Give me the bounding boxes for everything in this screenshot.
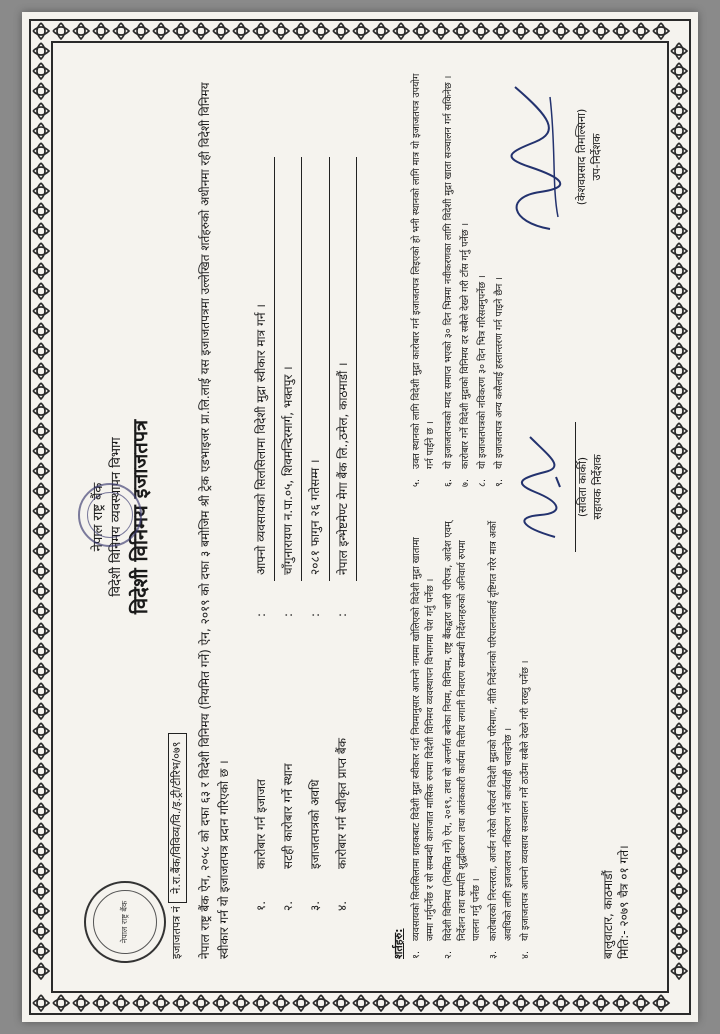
term-number: २. [442,951,454,959]
knot-ornament [671,63,687,79]
knot-ornament [133,995,149,1011]
knot-ornament [33,143,49,159]
permit-no-value: ने.रा.बैंक/विविव्य/वि./इ.ट्री/टीरिभ/०७९ [168,733,187,903]
term-item [410,519,439,959]
knot-ornament [33,103,49,119]
signatory-deputy-director [500,72,605,242]
knot-ornament [153,995,169,1011]
knot-ornament [213,23,229,39]
knot-ornament [671,143,687,159]
knot-ornament [613,995,629,1011]
knot-ornament [671,103,687,119]
knot-ornament [233,23,249,39]
knot-ornament [33,703,49,719]
terms-right-list [410,72,511,487]
term-item [442,519,485,959]
term-item [476,72,490,487]
knot-ornament [671,303,687,319]
knot-ornament [671,283,687,299]
knot-ornament [33,463,49,479]
knot-ornament [33,603,49,619]
knot-ornament [93,23,109,39]
knot-ornament [353,995,369,1011]
knot-ornament [671,583,687,599]
term-item [487,519,516,959]
knot-ornament [671,603,687,619]
term-number: ६. [442,479,454,487]
knot-ornament [33,543,49,559]
info-num: ४. [335,900,350,911]
knot-ornament [33,23,49,39]
knot-ornament [33,183,49,199]
knot-ornament [33,203,49,219]
knot-ornament [33,243,49,259]
knot-ornament [373,995,389,1011]
permit-info-table [248,157,357,917]
knot-ornament [671,703,687,719]
knot-ornament [253,23,269,39]
term-item [410,72,439,487]
knot-ornament [671,263,687,279]
knot-ornament [33,823,49,839]
term-text: व्यवसायको सिलसिलामा ग्राहकबाट विदेशी मुद्रा स्वीकार गर्दा नियमानुसार आफ्नो नाममा खोलिएको विदेशी मुद्रा खातामा जम्मा गर्नुपर्नेछ र सो सम्बन्धी कागजात मासिक रुपमा विदेशी विनिमय व्यवस्थापन विभागमा पेश गर्नु पर्नेछ । [411,537,437,941]
term-text: कारोबारको निरन्तरता, आर्जन गरेको परिवर्त्य विदेशी मुद्राको परिमाण, नीति निर्देशनको परिपालनालाई दृष्टिगत गरेर मात्र अर्को अवधिको लागि इजाजतपत्र नविकरण गर्ने कार्यवाही चलाइनेछ । [488,521,514,941]
info-colon: : [254,612,268,617]
knot-ornament [671,323,687,339]
knot-ornament [293,995,309,1011]
knot-ornament [473,23,489,39]
knot-ornament [33,163,49,179]
knot-ornament [671,163,687,179]
certificate-sheet [22,12,698,1022]
signatory-2-name: (केशवप्रसाद तिमल्सिना) [574,108,588,206]
knot-ornament [273,23,289,39]
knot-ornament [593,995,609,1011]
knot-ornament [633,23,649,39]
knot-ornament [671,383,687,399]
knot-ornament [33,303,49,319]
knot-ornament [671,683,687,699]
knot-ornament [33,443,49,459]
knot-ornament [671,363,687,379]
knot-ornament [493,23,509,39]
term-text: यो इजाजतपत्रको म्याद समाप्त भएको ३० दिन भित्रमा नवीकरणका लागि विदेशी मुद्रा खाता सञ्चालन गर्न सकिनेछ । [442,75,454,469]
knot-ornament [671,923,687,939]
info-num: १. [254,900,268,911]
knot-ornament [33,503,49,519]
knot-ornament [671,443,687,459]
knot-ornament [671,83,687,99]
knot-ornament [533,23,549,39]
page-title: विदेशी विनिमय इजाजतपत्र [128,419,153,615]
knot-ornament [373,23,389,39]
knot-ornament [93,995,109,1011]
info-value: नेपाल इन्भेष्टमेण्ट मेगा बैंक लि.,ठमेल, काठमाडौं । [329,157,356,581]
knot-ornament [33,883,49,899]
certificate-header [90,387,154,647]
info-num: २. [280,900,295,911]
knot-ornament [333,23,349,39]
knot-ornament [553,995,569,1011]
knot-ornament [33,343,49,359]
knot-ornament [671,43,687,59]
knot-ornament [73,995,89,1011]
permit-number [168,733,187,959]
term-number: ५. [411,479,422,487]
knot-ornament [671,563,687,579]
knot-ornament [553,23,569,39]
knot-ornament [33,263,49,279]
knot-ornament [113,23,129,39]
knot-ornament [671,803,687,819]
knot-ornament [613,23,629,39]
term-item [442,72,456,487]
term-item [519,519,533,959]
knot-ornament [671,863,687,879]
knot-ornament [33,863,49,879]
knot-ornament [273,995,289,1011]
term-number: १. [411,951,422,959]
certificate-content [70,57,650,977]
knot-ornament [33,923,49,939]
signatory-1-title: सहायक निर्देशक [590,454,604,520]
knot-ornament [53,995,69,1011]
knot-ornament [33,663,49,679]
knot-ornament [671,243,687,259]
knot-ornament [333,995,349,1011]
knot-ornament [33,963,49,979]
knot-ornament [671,643,687,659]
term-text: यो इजाजतपत्र आफ्नो व्यवसाय सञ्चालन गर्ने ठाउँमा सबैले देख्ने गरी राख्नु पर्नेछ । [519,660,531,941]
info-colon: : [280,612,295,617]
term-item [459,72,473,487]
knot-ornament [33,843,49,859]
term-number: ४. [519,951,531,959]
knot-ornament [473,995,489,1011]
term-number: ८. [477,479,488,487]
knot-ornament [33,723,49,739]
knot-ornament [653,23,669,39]
knot-ornament [573,23,589,39]
header-line1: नेपाल राष्ट्र बैंक [91,482,106,552]
signature-1-icon [510,427,570,547]
knot-ornament [653,995,669,1011]
knot-ornament [433,995,449,1011]
knot-ornament [313,23,329,39]
knot-ornament [671,883,687,899]
knot-ornament [233,995,249,1011]
term-text: उक्त स्थानको लागि विदेशी मुद्रा कारोबार गर्न इजाजतपत्र लिइएको हो भनी स्थानको लागि मात्र यो इजाजतपत्र उपयोग गर्न पाईने छ । [411,73,437,469]
knot-ornament [173,23,189,39]
round-stamp-icon [78,483,142,547]
info-label: कारोबार गर्न इजाजत [254,779,268,869]
knot-ornament [671,523,687,539]
knot-ornament [671,963,687,979]
knot-ornament [33,363,49,379]
knot-ornament [393,995,409,1011]
info-num: ३. [307,900,322,911]
knot-ornament [633,995,649,1011]
knot-ornament [671,203,687,219]
term-text: विदेशी विनिमय (नियमित गर्ने) ऐन, २०१९, तथा सो अन्तर्गत बनेका नियम, विनियम, राष्ट्र बैंकद्वारा जारी परिपत्र, आदेश एवम् निर्देशन तथा सम्पत्ति शुद्धीकरण तथा आतंककारी कार्यमा वित्तीय लगानी निवारण सम्बन्धी निर्देशनहरुको अनिवार्य रुपमा पालना गर्नु पर्नेछ । [442,521,482,941]
knot-ornament [671,403,687,419]
knot-ornament [671,723,687,739]
term-text: यो इजाजतपत्र अन्य कसैलाई हस्तान्तरण गर्न पाइने छैन । [494,277,506,469]
knot-ornament [33,623,49,639]
knot-ornament [671,343,687,359]
knot-ornament [33,683,49,699]
knot-ornament [293,23,309,39]
knot-ornament [33,423,49,439]
knot-ornament [671,763,687,779]
term-number: ७. [459,479,471,487]
header-line2: विदेशी विनिमय व्यवस्थापन विभाग [108,437,124,597]
info-value: आफ्नो व्यवसायको सिलसिलामा विदेशी मुद्रा स्वीकार मात्र गर्न । [248,157,275,581]
knot-ornament [593,23,609,39]
knot-ornament [33,643,49,659]
knot-ornament [33,83,49,99]
knot-ornament [33,743,49,759]
knot-ornament [453,23,469,39]
issue-place: बालुवाटार, काठमाडौं [601,870,615,959]
info-label: कारोबार गर्न स्वीकृत प्राप्त बैंक [335,738,350,869]
knot-ornament [413,23,429,39]
term-number: ३. [488,951,500,959]
knot-ornament [33,943,49,959]
knot-ornament [671,223,687,239]
knot-ornament [53,23,69,39]
knot-ornament [671,743,687,759]
knot-ornament [453,995,469,1011]
knot-ornament [33,563,49,579]
info-colon: : [335,612,350,617]
knot-ornament [671,463,687,479]
knot-ornament [33,583,49,599]
issue-place-date [600,845,632,959]
knot-ornament [671,843,687,859]
info-row [275,157,302,917]
knot-ornament [33,483,49,499]
knot-ornament [193,995,209,1011]
knot-ornament [33,123,49,139]
knot-ornament [671,423,687,439]
info-label: सटही कारोबार गर्ने स्थान [280,763,295,869]
knot-ornament [33,903,49,919]
knot-ornament [33,223,49,239]
knot-ornament [353,23,369,39]
knot-ornament [671,823,687,839]
signature-2-icon [500,77,570,237]
knot-ornament [493,995,509,1011]
knot-ornament [33,783,49,799]
knot-ornament [393,23,409,39]
knot-ornament [671,903,687,919]
knot-ornament [193,23,209,39]
knot-ornament [33,63,49,79]
info-row [302,157,329,917]
knot-ornament [33,803,49,819]
knot-ornament [33,763,49,779]
knot-ornament [173,995,189,1011]
knot-ornament [133,23,149,39]
knot-ornament [671,123,687,139]
knot-ornament [153,23,169,39]
info-label: इजाजतपत्रको अवधि [307,779,322,869]
signatory-assistant-director [510,417,606,557]
knot-ornament [33,43,49,59]
knot-ornament [671,503,687,519]
knot-ornament [213,995,229,1011]
knot-ornament [533,995,549,1011]
knot-ornament [33,323,49,339]
knot-ornament [671,543,687,559]
intro-paragraph: नेपाल राष्ट्र बैंक ऐन, २०५८ को दफा ६३ र विदेशी विनिमय (नियमित गर्ने) ऐन, २०१९ को दफा ३ बमोजिम श्री ट्रेक एडभाइजर प्रा.लि.लाई यस इजाजतपत्रमा उल्लेखित शर्तहरुको अधीनमा रही विदेशी विनिमय स्वीकार गर्न यो इजाजतपत्र प्रदान गरिएको छ । [198,82,232,959]
knot-ornament [671,623,687,639]
knot-ornament [671,183,687,199]
knot-ornament [671,483,687,499]
knot-ornament [433,23,449,39]
knot-ornament [671,783,687,799]
info-colon: : [307,612,322,617]
terms-left-list [410,519,536,959]
knot-ornament [671,943,687,959]
signatory-1-name: (सविता कार्की) [575,456,589,518]
permit-no-label: इजाजतपत्र नं [170,906,183,959]
knot-ornament [33,403,49,419]
knot-ornament [313,995,329,1011]
knot-ornament [33,383,49,399]
terms-heading: शर्तहरु: [392,928,405,959]
knot-ornament [253,995,269,1011]
info-row [248,157,275,917]
term-text: कारोबार गर्ने विदेशी मुद्राको विनिमय दर सबैले देख्ने गरी टाँस गर्नु पर्नेछ । [459,222,471,469]
signatory-2-title: उप-निर्देशक [589,133,603,181]
knot-ornament [73,23,89,39]
knot-ornament [413,995,429,1011]
nrb-logo-seal [84,881,166,963]
info-value: २०८१ फागुन २६ गतेसम्म । [302,157,329,581]
knot-ornament [671,663,687,679]
term-text: यो इजाजतपत्रको नविकरण ३० दिन भित्र गरिसक्नुपर्नेछ । [477,275,488,469]
knot-ornament [513,23,529,39]
knot-ornament [33,283,49,299]
knot-ornament [33,523,49,539]
seal-left-text: नेपाल राष्ट्र बैंक [119,900,129,944]
info-row [329,157,356,917]
info-value: चाँगुनारायण न.पा.०५, शिवमन्दिरमार्ग, भक्तपुर । [275,157,302,581]
knot-ornament [573,995,589,1011]
term-number: ९. [494,479,506,487]
knot-ornament [513,995,529,1011]
knot-ornament [113,995,129,1011]
issue-date: मिति:- २०७९ चैत्र ०१ गते। [617,845,632,959]
knot-ornament [33,995,49,1011]
